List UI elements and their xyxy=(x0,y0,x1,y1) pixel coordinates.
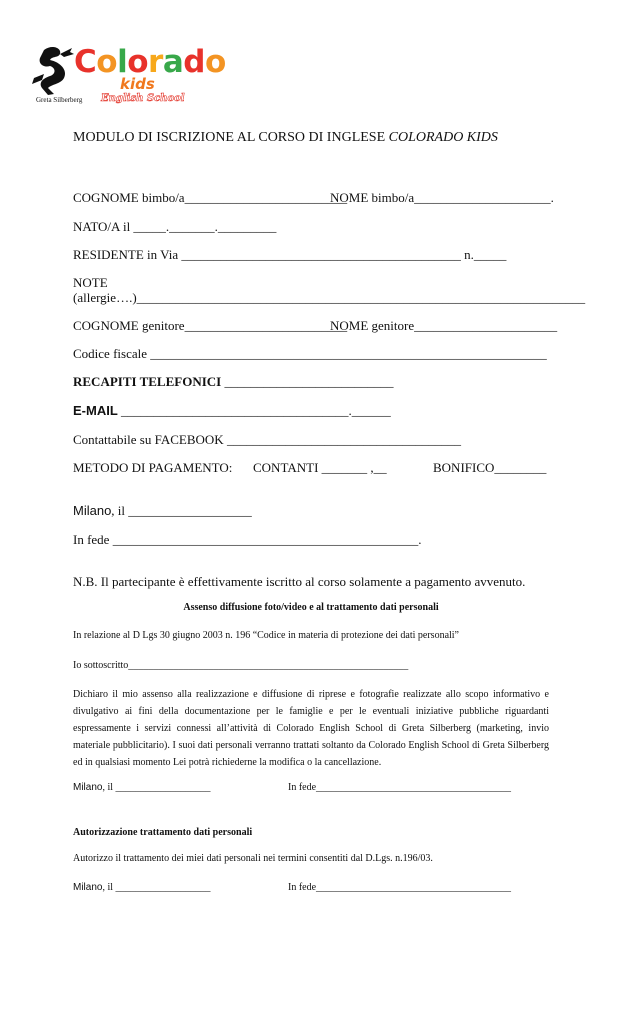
nome-bimbo-field[interactable]: NOME bimbo/a_____________________. xyxy=(330,190,554,205)
recapiti-line: __________________________ xyxy=(221,374,394,389)
logo-owner: Greta Silberberg xyxy=(36,96,83,104)
logo-letter: C xyxy=(74,44,97,80)
consent-milano-field[interactable] xyxy=(73,782,211,793)
recapiti-field[interactable] xyxy=(73,374,393,390)
title-main: MODULO DI ISCRIZIONE AL CORSO DI INGLESE xyxy=(73,130,389,145)
kokopelli-figure-icon xyxy=(30,44,76,96)
autorizzazione-heading: Autorizzazione trattamento dati personali xyxy=(73,827,253,838)
logo-letter: a xyxy=(162,44,184,80)
email-line: ___________________________________.______ xyxy=(117,403,391,418)
milano-word: Milano xyxy=(73,503,112,518)
residente-field[interactable]: RESIDENTE in Via ___________________________________________ n._____ xyxy=(73,247,507,262)
in-fede-field[interactable]: In fede _______________________________________________. xyxy=(73,532,422,547)
sottoscritto-field[interactable]: Io sottoscritto________________________________________________________ xyxy=(73,660,409,671)
bonifico-option[interactable]: BONIFICO________ xyxy=(433,460,547,475)
autorizzazione-in-fede-field[interactable]: In fede_______________________________________ xyxy=(288,882,512,893)
logo-letter: o xyxy=(127,44,149,80)
page-title xyxy=(73,130,498,146)
logo-letter: o xyxy=(204,44,226,80)
autorizzazione-milano-field[interactable] xyxy=(73,882,211,893)
logo-letter: l xyxy=(117,44,128,80)
consent-relazione: In relazione al D Lgs 30 giugno 2003 n. 196 “Codice in materia di protezione dei dati personali” xyxy=(73,630,459,641)
milano-date-field[interactable] xyxy=(73,503,252,519)
autorizzazione-text: Autorizzo il trattamento dei miei dati personali nei termini consentiti dal D.Lgs. n.196/03. xyxy=(73,853,433,864)
milano-rest: , il ___________________ xyxy=(102,782,211,793)
title-italic: COLORADO KIDS xyxy=(388,130,498,145)
metodo-label: METODO DI PAGAMENTO: xyxy=(73,460,233,475)
allergie-field[interactable]: (allergie….)_____________________________________________________________________ xyxy=(73,290,586,305)
logo-kids: kids xyxy=(120,75,155,93)
recapiti-label: RECAPITI TELEFONICI xyxy=(73,374,222,389)
email-label: E-MAIL xyxy=(73,403,118,418)
codice-fiscale-field[interactable]: Codice fiscale _____________________________________________________________ xyxy=(73,346,547,361)
nato-field[interactable]: NATO/A il _____._______._________ xyxy=(73,219,277,234)
consent-in-fede-field[interactable]: In fede_______________________________________ xyxy=(288,782,512,793)
milano-rest: , il ___________________ xyxy=(102,882,211,893)
milano-word: Milano xyxy=(73,882,103,893)
nb-note: N.B. Il partecipante è effettivamente iscritto al corso solamente a pagamento avvenuto. xyxy=(73,574,526,589)
nome-genitore-field[interactable]: NOME genitore______________________ xyxy=(330,318,558,333)
contanti-option[interactable]: CONTANTI _______ ,__ xyxy=(253,460,387,475)
logo-letter: o xyxy=(96,44,118,80)
cognome-genitore-field[interactable]: COGNOME genitore_________________________ xyxy=(73,318,348,333)
facebook-field[interactable]: Contattabile su FACEBOOK ____________________________________ xyxy=(73,432,461,447)
cognome-bimbo-field[interactable]: COGNOME bimbo/a_________________________ xyxy=(73,190,348,205)
consent-heading: Assenso diffusione foto/video e al trattamento dati personali xyxy=(183,602,439,613)
consent-paragraph: Dichiaro il mio assenso alla realizzazione e diffusione di riprese e fotografie realizzate allo scopo informativo e divulgativo ai fini della documentazione per le famiglie e per le eventuali iniziative pubbliche riguardanti espressamente i servizi connessi all’attività di Colorado English School di Greta Silberberg (marketing, invio materiale pubblicitario). I suoi dati personali verranno trattati soltanto da Colorado English School di Greta Silberberg ed in qualsiasi momento Lei potrà richiederne la modifica o la cancellazione. xyxy=(73,689,549,768)
logo-english-school: English School xyxy=(101,93,185,104)
email-field[interactable] xyxy=(73,403,391,419)
milano-rest: , il ___________________ xyxy=(111,503,252,518)
note-label: NOTE xyxy=(73,275,108,290)
logo-letter: d xyxy=(183,44,205,80)
logo-letter: r xyxy=(148,44,163,80)
milano-word: Milano xyxy=(73,782,103,793)
